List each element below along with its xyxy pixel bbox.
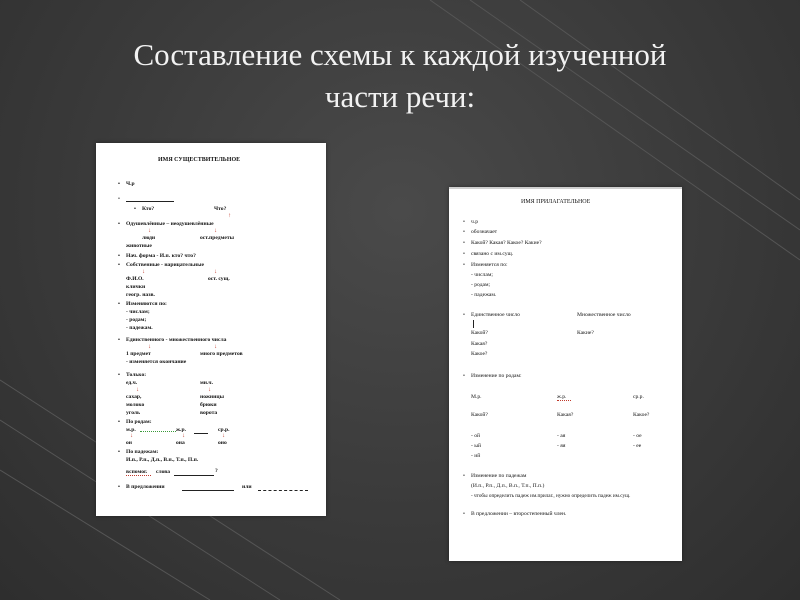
doc-line: много предметов: [200, 351, 243, 357]
doc-line: - родам;: [471, 282, 491, 288]
doc-line: - падежам.: [126, 325, 153, 331]
blank-line: [258, 490, 308, 491]
doc-line: ?: [215, 468, 218, 474]
doc-line: • В предложении – второстепенный член.: [471, 511, 566, 518]
doc-line: Какая?: [471, 341, 488, 347]
arrow-icon: ↓: [222, 433, 225, 439]
doc-line: или: [242, 484, 252, 490]
doc-line: (И.п., Р.п., Д.п., В.п., Т.п., П.п.): [471, 483, 545, 489]
blank-line: [174, 475, 214, 476]
adjective-scheme-page: [449, 187, 682, 561]
doc-line: ост.предметы: [200, 235, 234, 241]
doc-line: ворота: [200, 410, 218, 416]
doc-line: ножницы: [200, 394, 224, 400]
doc-line: - ый: [471, 443, 482, 449]
doc-line: Какие?: [577, 330, 594, 336]
doc-line: Ф.И.О.: [126, 276, 144, 282]
doc-line: • Изменение по падежам: [471, 473, 526, 480]
doc-line: • Нач. форма - И.п. кто? что?: [126, 253, 196, 260]
doc-line: - чтобы определить падеж им.прилаг., нужно определить падеж им.сущ.: [471, 493, 631, 499]
doc-line: Какое?: [633, 412, 650, 418]
blank-line: [126, 201, 174, 202]
doc-line: - ее: [633, 443, 642, 449]
doc-line: животные: [126, 243, 152, 249]
red-underline: [557, 398, 571, 401]
doc-line: слова: [156, 469, 171, 475]
doc-line: ср.р.: [633, 394, 644, 400]
arrow-icon: ↓: [214, 269, 217, 275]
slide-title: [0, 34, 800, 118]
doc-line: • связано с им.сущ.: [471, 251, 513, 258]
doc-line: И.п., Р.п., Д.п., В.п., Т.п., П.п.: [126, 457, 199, 463]
doc-line: уголь: [126, 410, 141, 416]
doc-line: оно: [218, 440, 227, 446]
doc-line: • Изменение по родам:: [471, 373, 522, 380]
arrow-icon: ↓: [148, 228, 151, 234]
doc-line: • Одушевлённые – неодушевлённые: [126, 221, 214, 228]
doc-line: Какой?: [471, 330, 488, 336]
arrow-icon: ↓: [130, 433, 133, 439]
slide-title-line-2: части речи:: [324, 79, 476, 114]
arrow-icon: ↓: [214, 344, 217, 350]
slide-title-line-1: Составление схемы к каждой изученной: [133, 37, 667, 72]
doc-line: сахар,: [126, 394, 142, 400]
doc-line: 1 предмет: [126, 351, 151, 357]
doc-line: он: [126, 440, 133, 446]
doc-line: - родам;: [126, 317, 147, 323]
doc-heading: ИМЯ СУЩЕСТВИТЕЛЬНОЕ: [158, 157, 241, 163]
doc-line: Какой?: [471, 412, 488, 418]
doc-line: брюки: [200, 402, 217, 408]
doc-line: ж.р.: [176, 427, 186, 433]
doc-line: - падежам.: [471, 292, 497, 298]
doc-line: • Ч.р: [126, 181, 135, 188]
doc-line: Какая?: [557, 412, 574, 418]
doc-line: • По родам:: [126, 419, 152, 426]
doc-line: вспомог.: [126, 469, 148, 475]
doc-line: • Собственные - нарицательные: [126, 262, 204, 269]
doc-line: она: [176, 440, 185, 446]
doc-line: • Только:: [126, 372, 146, 379]
red-underline: [126, 473, 151, 476]
doc-line: геогр. назв.: [126, 292, 155, 298]
arrow-icon: ↓: [136, 387, 139, 393]
doc-line: Что?: [214, 206, 227, 212]
doc-line: - яя: [557, 443, 566, 449]
doc-line: люди: [142, 235, 156, 241]
doc-heading: ИМЯ ПРИЛАГАТЕЛЬНОЕ: [521, 199, 591, 205]
blank-line: [194, 433, 208, 434]
arrow-icon: ↓: [214, 228, 217, 234]
doc-line: • Единственного - множественного числа: [126, 337, 226, 344]
doc-line: Множественное число: [577, 312, 631, 318]
doc-line: - числам;: [126, 309, 150, 315]
doc-line: • Кто?: [142, 206, 154, 213]
noun-scheme-page: [96, 143, 326, 516]
doc-line: мн.ч.: [200, 380, 213, 386]
doc-line: • По падежам:: [126, 449, 158, 456]
doc-line: • обозначает: [471, 229, 497, 236]
arrow-icon: ↓: [182, 433, 185, 439]
doc-line: М.р.: [471, 394, 482, 400]
doc-line: • Изменяются по:: [126, 301, 167, 308]
doc-line: - изменяется окончание: [126, 359, 187, 365]
doc-line: ед.ч.: [126, 380, 138, 386]
doc-line: - ое: [633, 433, 642, 439]
doc-line: молоко: [126, 402, 145, 408]
doc-line: ср.р.: [218, 427, 230, 433]
blank-line: [182, 490, 234, 491]
doc-line: • Какой? Какая? Какое? Какие?: [471, 240, 542, 247]
arrow-icon: ↑: [228, 213, 231, 219]
text-cursor: [473, 320, 474, 328]
doc-line: • Единственное число: [471, 312, 520, 319]
doc-line: м.р.: [126, 427, 136, 433]
arrow-icon: ↓: [208, 387, 211, 393]
doc-line: - числам;: [471, 272, 493, 278]
doc-line: ж.р.: [557, 394, 567, 400]
doc-line: - ая: [557, 433, 566, 439]
doc-line: • Изменяется по:: [471, 262, 508, 269]
doc-line: - ий: [471, 453, 481, 459]
arrow-icon: ↓: [148, 344, 151, 350]
wavy-underline: [140, 428, 176, 432]
doc-line: • ч.р: [471, 219, 478, 226]
doc-line: ост. сущ.: [208, 276, 230, 282]
doc-line: Какое?: [471, 351, 488, 357]
doc-line: • В предложении: [126, 484, 165, 491]
doc-line: - ой: [471, 433, 481, 439]
arrow-icon: ↓: [142, 269, 145, 275]
doc-line: клички: [126, 284, 146, 290]
